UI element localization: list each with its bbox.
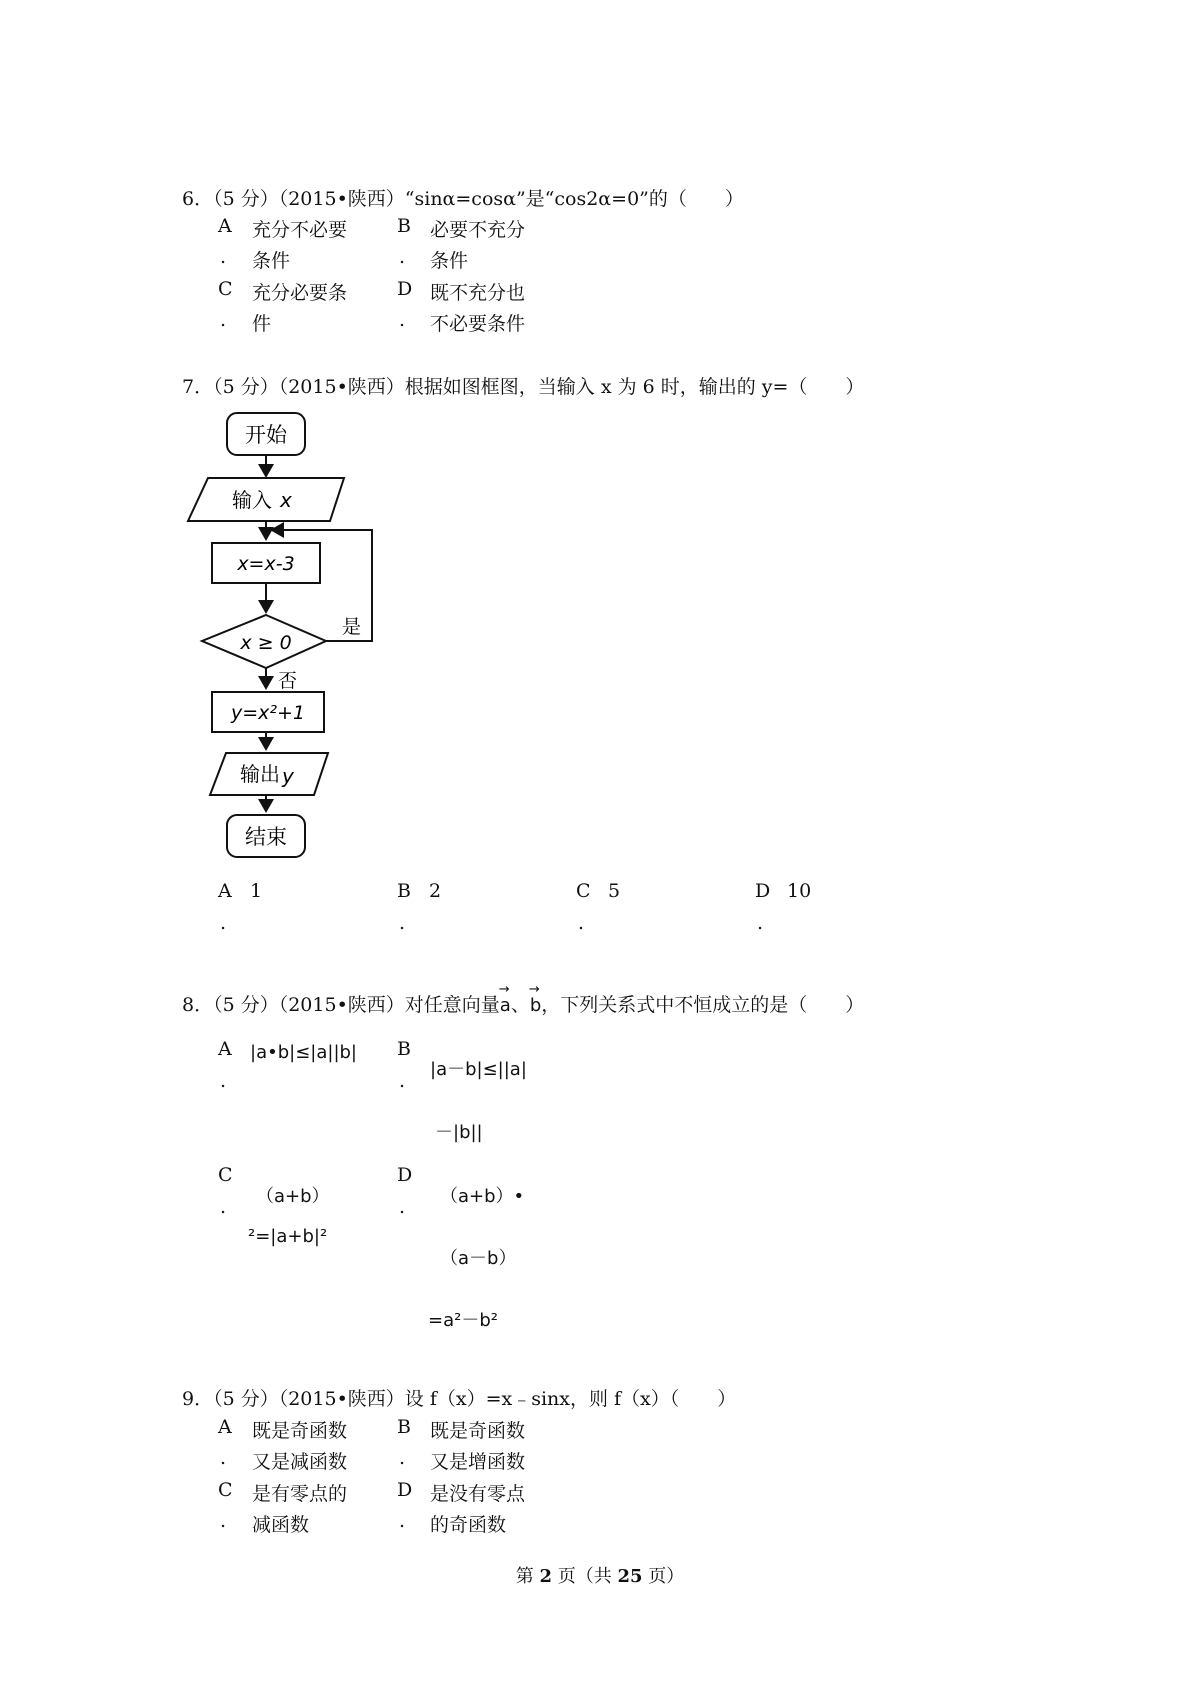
option-text-line2: 条件: [430, 250, 469, 272]
option-text-line1: 既不充分也: [430, 282, 526, 304]
option-expression: |a•b|≤|a||b|: [250, 1042, 357, 1063]
footer-middle: 页（共: [557, 1566, 612, 1587]
footer-prefix: 第: [515, 1566, 534, 1587]
option-expression-line2: （a－b）: [440, 1248, 517, 1269]
option-text-line2: 件: [252, 313, 272, 335]
option-letter: C: [218, 1164, 233, 1186]
option-dot: .: [220, 912, 227, 934]
option-letter: A: [218, 880, 232, 902]
option-value: 10: [787, 880, 812, 902]
output-label: 输出: [240, 762, 280, 786]
option-text-line2: 减函数: [252, 1514, 310, 1536]
q9-stem: 9．（5 分）（2015•陕西）设 f（x）=x﹣sinx，则 f（x）（ ）: [182, 1388, 737, 1410]
option-dot: .: [220, 309, 227, 331]
option-dot: .: [220, 1447, 227, 1469]
output-var: y: [282, 764, 294, 788]
option-letter: C: [218, 1479, 233, 1501]
option-text-line2: 又是增函数: [430, 1451, 526, 1473]
option-letter: B: [397, 215, 411, 237]
q6-stem: 6．（5 分）（2015•陕西）“sinα=cosα”是“cos2α=0”的（ ）: [182, 188, 744, 210]
option-dot: .: [220, 1196, 227, 1218]
option-dot: .: [578, 912, 585, 934]
option-value: 1: [250, 880, 263, 902]
option-dot: .: [399, 1070, 406, 1092]
footer-page-number: 2: [539, 1566, 552, 1587]
option-expression-line2: ²=|a+b|²: [248, 1226, 328, 1247]
option-dot: .: [399, 1447, 406, 1469]
formula-label: y=x²+1: [230, 702, 306, 724]
page-footer: [0, 1562, 1200, 1588]
input-label: 输入: [232, 488, 272, 512]
option-letter: C: [218, 278, 233, 300]
option-value: 5: [608, 880, 621, 902]
option-text-line2: 又是减函数: [252, 1451, 348, 1473]
option-text-line1: 必要不充分: [430, 219, 526, 241]
option-dot: .: [757, 912, 764, 934]
option-expression-line2: －|b||: [435, 1122, 483, 1143]
footer-suffix: 页）: [648, 1566, 685, 1587]
option-letter: A: [218, 1416, 232, 1438]
yes-label: 是: [342, 616, 362, 638]
end-label: 结束: [245, 825, 287, 849]
option-dot: .: [399, 1196, 406, 1218]
no-label: 否: [278, 670, 298, 692]
option-expression-line1: （a+b）: [256, 1186, 330, 1207]
option-expression-line1: |a－b|≤||a|: [430, 1059, 527, 1080]
option-dot: .: [220, 1510, 227, 1532]
vector-a: → a: [500, 995, 511, 1016]
option-letter: B: [397, 880, 411, 902]
footer-total-pages: 25: [617, 1566, 643, 1587]
flowchart-diagram: [180, 405, 380, 865]
option-dot: .: [399, 1510, 406, 1532]
option-dot: .: [220, 1070, 227, 1092]
q8-stem-prefix: 8．（5 分）（2015•陕西）对任意向量: [182, 994, 500, 1016]
option-letter: B: [397, 1416, 411, 1438]
q8-stem-suffix: ，下列关系式中不恒成立的是（ ）: [541, 994, 865, 1016]
option-letter: D: [755, 880, 771, 902]
option-text-line1: 是有零点的: [252, 1483, 348, 1505]
option-letter: D: [397, 278, 413, 300]
option-text-line1: 既是奇函数: [430, 1420, 526, 1442]
option-text-line1: 充分必要条: [252, 282, 348, 304]
option-letter: A: [218, 1038, 232, 1060]
q7-stem: 7．（5 分）（2015•陕西）根据如图框图，当输入 x 为 6 时，输出的 y=（ ）: [182, 376, 865, 398]
q8-stem-sep: 、: [510, 994, 530, 1016]
q8-stem: [182, 990, 864, 1017]
option-text-line1: 是没有零点: [430, 1483, 526, 1505]
option-dot: .: [399, 912, 406, 934]
option-text-line1: 充分不必要: [252, 219, 348, 241]
option-text-line1: 既是奇函数: [252, 1420, 348, 1442]
option-text-line2: 的奇函数: [430, 1514, 507, 1536]
input-var: x: [280, 488, 292, 512]
option-dot: .: [399, 309, 406, 331]
option-dot: .: [220, 246, 227, 268]
option-text-line2: 不必要条件: [430, 313, 526, 335]
assign-label: x=x-3: [237, 553, 295, 575]
option-value: 2: [429, 880, 442, 902]
option-letter: C: [576, 880, 591, 902]
option-expression-line1: （a+b）•: [440, 1186, 525, 1207]
option-text-line2: 条件: [252, 250, 291, 272]
option-dot: .: [399, 246, 406, 268]
option-expression-line3: =a²－b²: [428, 1310, 498, 1331]
option-letter: D: [397, 1479, 413, 1501]
start-label: 开始: [245, 423, 287, 447]
option-letter: B: [397, 1038, 411, 1060]
option-letter: D: [397, 1164, 413, 1186]
option-letter: A: [218, 215, 232, 237]
vector-b: → b: [530, 995, 541, 1016]
decision-label: x ≥ 0: [240, 632, 292, 654]
